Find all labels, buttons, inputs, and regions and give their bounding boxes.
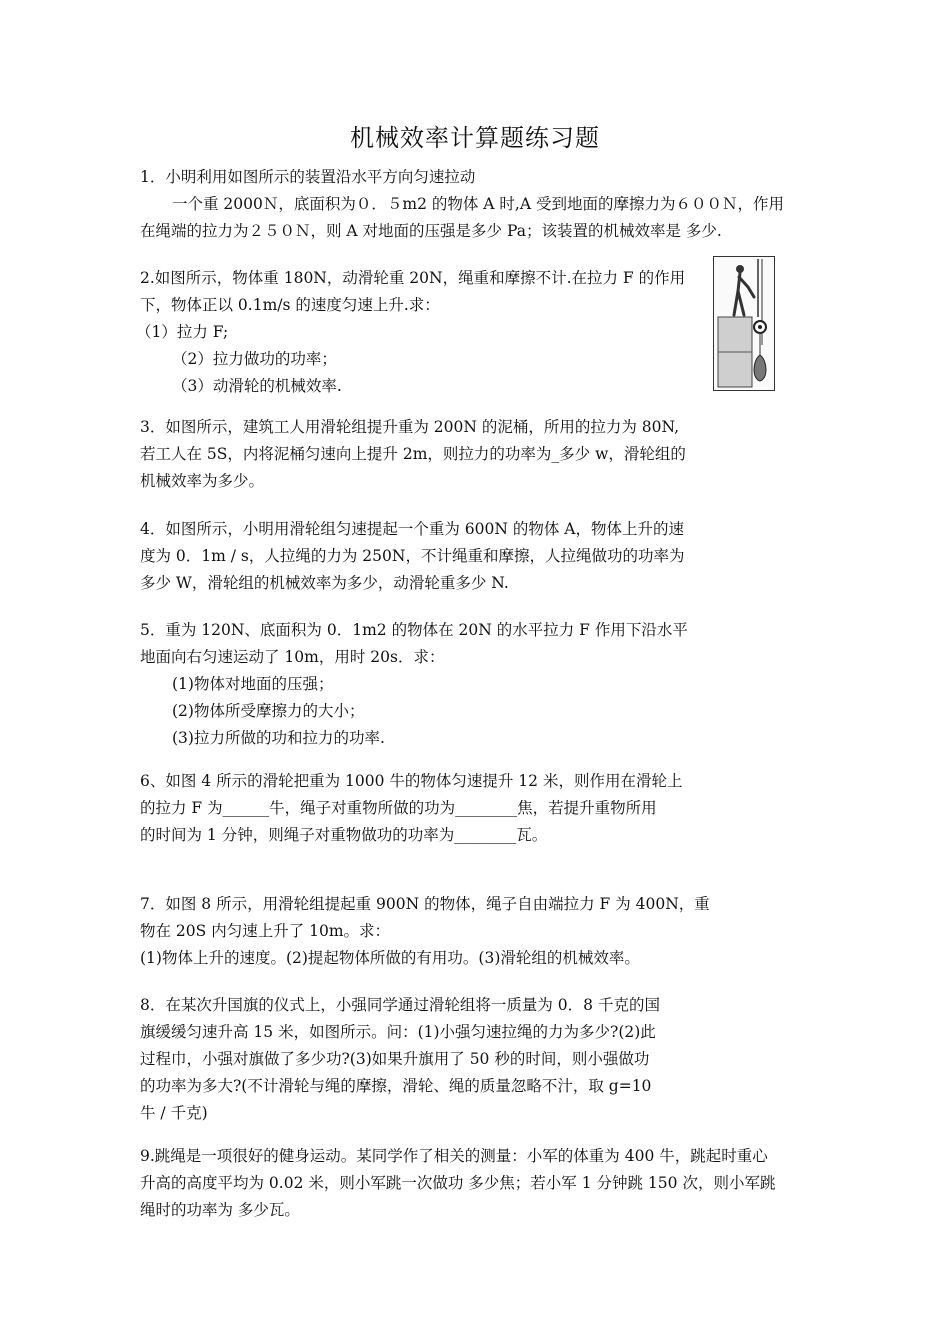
q3-line2: 若工人在 5S，内将泥桶匀速向上提升 2m，则拉力的功率为_多少 w，滑轮组的	[140, 445, 686, 463]
q7-line3: (1)物体上升的速度。(2)提起物体所做的有用功。(3)滑轮组的机械效率。	[140, 949, 640, 967]
q6-line2: 的拉力 F 为______牛，绳子对重物所做的功为________焦，若提升重物所用	[140, 799, 657, 817]
q2-line5: （3）动滑轮的机械效率.	[172, 377, 342, 395]
q5-line5: (3)拉力所做的功和拉力的功率.	[172, 729, 385, 747]
q7-line1: 7．如图 8 所示，用滑轮组提起重 900N 的物体，绳子自由端拉力 F 为 400N，重	[140, 895, 710, 913]
q8-line5: 牛 / 千克)	[140, 1104, 208, 1122]
page-title: 机械效率计算题练习题	[350, 124, 600, 152]
q5-line4: (2)物体所受摩擦力的大小；	[172, 702, 365, 720]
q7-line2: 物在 20S 内匀速上升了 10m。求：	[140, 922, 391, 940]
q6-line1: 6、如图 4 所示的滑轮把重为 1000 牛的物体匀速提升 12 米，则作用在滑轮上	[140, 772, 683, 790]
q9-line3: 绳时的功率为 多少瓦。	[140, 1201, 300, 1219]
q2-line2: 下，物体正以 0.1m/s 的速度匀速上升.求：	[140, 296, 440, 314]
q8-line4: 的功率为多大?(不计滑轮与绳的摩擦，滑轮、绳的质量忽略不汁，取 g=10	[140, 1077, 652, 1095]
q2-line1: 2.如图所示，物体重 180N，动滑轮重 20N，绳重和摩擦不计.在拉力 F 的作用	[140, 269, 686, 287]
q9-line1: 9.跳绳是一项很好的健身运动。某同学作了相关的测量：小军的体重为 400 牛，跳起时重心	[140, 1147, 768, 1165]
q3-line3: 机械效率为多少。	[140, 472, 265, 490]
q5-line2: 地面向右匀速运动了 10m，用时 20s．求：	[140, 648, 445, 666]
q2-line4: （2）拉力做功的功率；	[172, 350, 337, 368]
q5-line1: 5．重为 120N、底面积为 0．1m2 的物体在 20N 的水平拉力 F 作用下沿水平	[140, 621, 688, 639]
q5-line3: (1)物体对地面的压强；	[172, 675, 334, 693]
q1-line1: 1．小明利用如图所示的装置沿水平方向匀速拉动	[140, 168, 476, 186]
pulley-illustration	[714, 257, 774, 390]
q9-line2: 升高的高度平均为 0.02 米，则小军跳一次做功 多少焦；若小军 1 分钟跳 150 次，则小军跳	[140, 1174, 776, 1192]
q8-line1: 8．在某次升国旗的仪式上，小强同学通过滑轮组将一质量为 0．8 千克的国	[140, 996, 660, 1014]
q4-line3: 多少 W，滑轮组的机械效率为多少，动滑轮重多少 N.	[140, 574, 509, 592]
q8-line2: 旗缓缓匀速升高 15 米，如图所示。问：(1)小强匀速拉绳的力为多少?(2)此	[140, 1023, 656, 1041]
q2-line3: （1）拉力 F;	[136, 323, 229, 341]
q4-line2: 度为 0．1m / s，人拉绳的力为 250N，不计绳重和摩擦，人拉绳做功的功率为	[140, 547, 685, 565]
q8-line3: 过程巾，小强对旗做了多少功?(3)如果升旗用了 50 秒的时间，则小强做功	[140, 1050, 650, 1068]
q3-line1: 3．如图所示，建筑工人用滑轮组提升重为 200N 的泥桶，所用的拉力为 80N,	[140, 418, 680, 436]
q6-line3: 的时间为 1 分钟，则绳子对重物做功的功率为________瓦。	[140, 826, 548, 844]
q1-line2: 一个重 2000Ｎ，底面积为０．５m2 的物体 A 时,A 受到地面的摩擦力为６００Ｎ，作用	[172, 195, 784, 213]
q4-line1: 4．如图所示，小明用滑轮组匀速提起一个重为 600N 的物体 A，物体上升的速	[140, 520, 684, 538]
pulley-figure	[713, 256, 775, 391]
q1-line3: 在绳端的拉力为２５０Ｎ，则 A 对地面的压强是多少 Pa；该装置的机械效率是 多少.	[140, 222, 722, 240]
